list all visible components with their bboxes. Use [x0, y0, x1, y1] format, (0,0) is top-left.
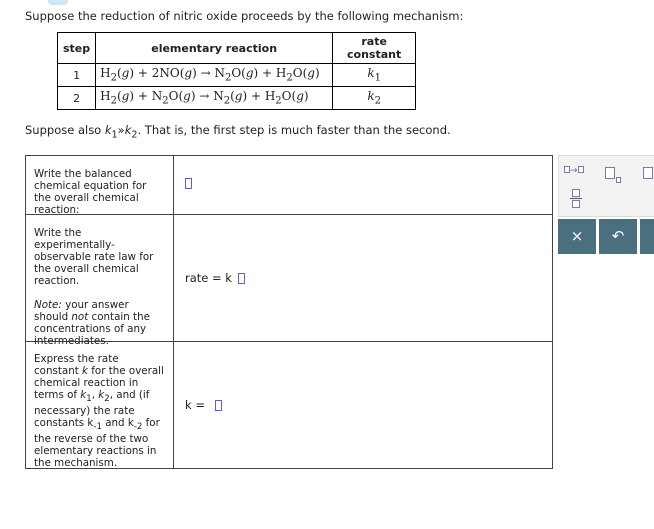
math-toolbar: [558, 155, 654, 217]
subscript-template-button[interactable]: [605, 164, 621, 183]
rate-constant-input[interactable]: [215, 400, 222, 411]
reaction-equation: $H_2(g) + N_2O(g) \to N_2(g) + H_2O(g)$: [96, 87, 333, 110]
intro-text: Suppose the reduction of nitric oxide proceeds by the following mechanism:: [25, 9, 464, 23]
mechanism-row: [58, 87, 416, 110]
question-overall-equation: Write the balanced chemical equation for the overall chemical reaction:: [26, 156, 174, 214]
question-row-overall-equation: [26, 156, 552, 215]
rate-law-input[interactable]: [238, 273, 245, 284]
clear-button[interactable]: ×: [558, 219, 596, 254]
rate-label: rate = k: [185, 271, 232, 285]
question-row-rate-law: [26, 215, 552, 347]
assumption-text: Suppose also $k_1»k_2$. That is, the first step is much faster than the second.: [25, 123, 451, 141]
rate-law-answer: [185, 271, 245, 285]
question-rate-constant: Express the rate constant k for the overall chemical reaction in terms of $k_1$, $k_2$, and (if necessary) the rate constants $k_{-1}$ and $k_{-2}$ for the reverse of the two elementary reactions in the mechanism.: [26, 342, 174, 468]
mechanism-table: [57, 32, 416, 110]
header-step: step: [58, 33, 96, 64]
top-tab: [48, 0, 68, 5]
question-table: [25, 155, 553, 469]
step-number: 1: [58, 64, 96, 87]
overall-equation-input[interactable]: [185, 178, 192, 189]
help-button-partial[interactable]: [640, 219, 654, 254]
undo-button[interactable]: ↶: [599, 219, 637, 254]
rate-constant-answer: [185, 398, 222, 412]
rate-constant: $k_2$: [333, 87, 416, 110]
question-row-rate-constant: [26, 342, 552, 468]
mechanism-row: [58, 64, 416, 87]
header-elementary-reaction: elementary reaction: [96, 33, 333, 64]
rate-constant: $k_1$: [333, 64, 416, 87]
question-rate-law: Write the experimentally-observable rate law for the overall chemical reaction. Note: your answer should not contain the concentrations of any intermediates.: [26, 215, 174, 341]
superscript-template-button[interactable]: [643, 164, 653, 183]
k-label: k =: [185, 398, 205, 412]
header-rate-constant: rate constant: [333, 33, 416, 64]
step-number: 2: [58, 87, 96, 110]
fraction-template-button[interactable]: [570, 189, 582, 208]
action-buttons: [558, 219, 654, 255]
reaction-equation: $H_2(g) + 2NO(g) \to N_2O(g) + H_2O(g)$: [96, 64, 333, 87]
arrow-template-button[interactable]: →: [564, 166, 584, 176]
